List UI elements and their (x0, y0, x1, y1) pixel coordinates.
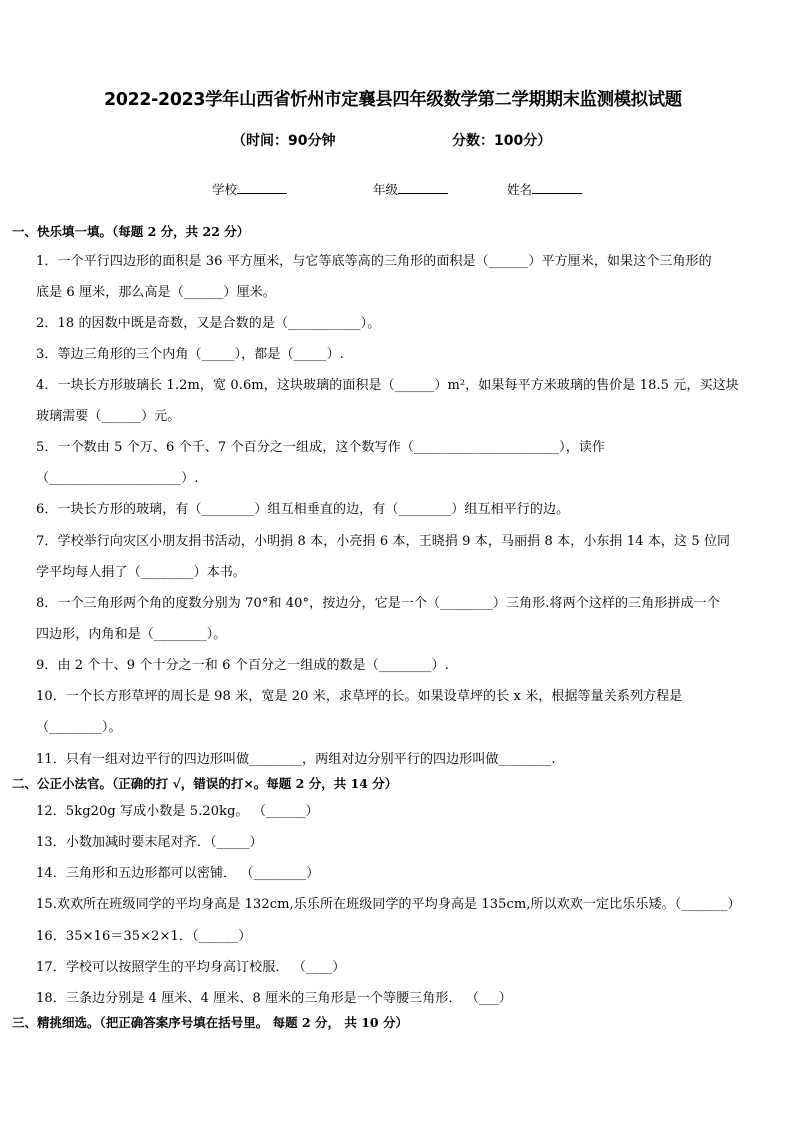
question-line: 四边形，内角和是（________）。 (36, 627, 227, 642)
question-line: 6．一块长方形的玻璃，有（________）组互相垂直的边，有（________）组互相平行的边。 (36, 502, 570, 517)
school-label: 学校 (212, 182, 238, 197)
question-line: 16．35×16＝35×2×1．（______） (36, 929, 252, 944)
question-line: 玻璃需要（______）元。 (36, 409, 181, 424)
school-blank[interactable] (237, 181, 287, 194)
question-line: 7．学校举行向灾区小朋友捐书活动，小明捐 8 本，小亮捐 6 本，王晓捐 9 本，马丽捐 8 本，小东捐 14 本，这 5 位同 (36, 534, 731, 549)
question-line: 15.欢欢所在班级同学的平均身高是 132cm,乐乐所在班级同学的平均身高是 135cm,所以欢欢一定比乐乐矮。（_______） (36, 897, 741, 912)
section-heading: 二、公正小法官。（正确的打 √，错误的打×。每题 2 分，共 14 分） (12, 776, 398, 791)
question-line: 学平均每人捐了（________）本书。 (36, 565, 246, 580)
question-line: 4．一块长方形玻璃长 1.2m，宽 0.6m，这块玻璃的面积是（______）m²，如果每平方米玻璃的售价是 18.5 元，买这块 (36, 378, 739, 393)
grade-blank[interactable] (398, 181, 448, 194)
question-line: 12．5kg20g 写成小数是 5.20kg。 （______） (36, 804, 319, 819)
question-line: 底是 6 厘米，那么高是（______）厘米。 (36, 285, 276, 300)
question-line: 17．学校可以按照学生的平均身高订校服． （____） (36, 960, 346, 975)
grade-label: 年级 (373, 182, 399, 197)
name-label: 姓名 (507, 182, 533, 197)
question-line: 5．一个数由 5 个万、6 个千、7 个百分之一组成，这个数写作（______________________），读作 (36, 440, 606, 455)
question-line: 8．一个三角形两个角的度数分别为 70°和 40°，按边分，它是一个（________）三角形.将两个这样的三角形拼成一个 (36, 596, 720, 611)
question-line: 1．一个平行四边形的面积是 36 平方厘米，与它等底等高的三角形的面积是（______）平方厘米，如果这个三角形的 (36, 254, 712, 269)
question-line: 2．18 的因数中既是奇数，又是合数的是（___________）。 (36, 316, 381, 331)
question-line: 11．只有一组对边平行的四边形叫做________，两组对边分别平行的四边形叫做________. (36, 752, 556, 767)
name-field[interactable] (507, 180, 582, 198)
exam-time: （时间：90分钟 (232, 133, 336, 149)
name-blank[interactable] (532, 181, 582, 194)
school-field[interactable] (212, 180, 287, 198)
question-line: 18．三条边分别是 4 厘米、4 厘米、8 厘米的三角形是一个等腰三角形． （___） (36, 991, 512, 1006)
question-line: （________）。 (36, 720, 122, 735)
grade-field[interactable] (373, 180, 448, 198)
question-line: 14．三角形和五边形都可以密铺． （________） (36, 866, 320, 881)
page-title: 2022-2023学年山西省忻州市定襄县四年级数学第二学期期末监测模拟试题 (104, 90, 682, 110)
question-line: 9．由 2 个十、9 个十分之一和 6 个百分之一组成的数是（________）. (36, 658, 449, 673)
exam-score: 分数：100分） (452, 133, 552, 149)
question-line: 13．小数加减时要末尾对齐．（_____） (36, 835, 263, 850)
section-heading: 一、快乐填一填。（每题 2 分，共 22 分） (12, 224, 250, 239)
section-heading: 三、精挑细选。（把正确答案序号填在括号里。 每题 2 分， 共 10 分） (12, 1015, 408, 1030)
question-line: 3．等边三角形的三个内角（_____），都是（_____）. (36, 347, 344, 362)
question-line: 10．一个长方形草坪的周长是 98 米，宽是 20 米，求草坪的长。如果设草坪的长 x 米，根据等量关系列方程是 (36, 689, 683, 704)
question-line: （____________________）. (36, 471, 199, 486)
